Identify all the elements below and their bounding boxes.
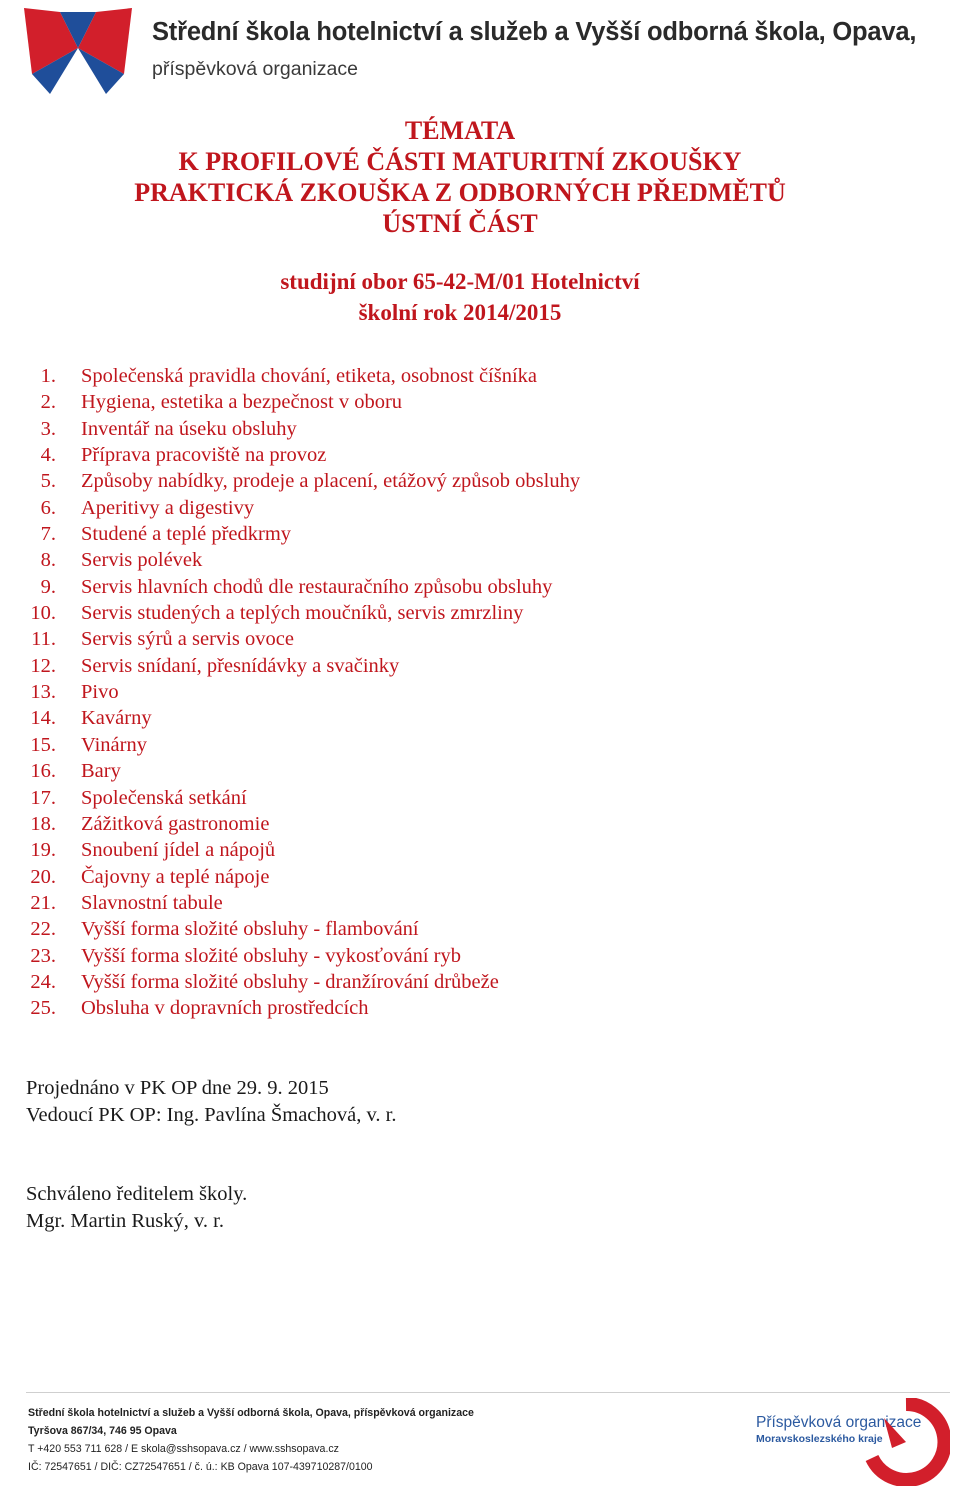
topic-text: Způsoby nabídky, prodeje a placení, etážový způsob obsluhy [81, 470, 581, 493]
footer-org: Střední škola hotelnictví a služeb a Vyšší odborná škola, Opava, příspěvková organizace [28, 1407, 474, 1419]
topic-text: Příprava pracoviště na provoz [81, 444, 327, 467]
topic-text: Vinárny [81, 733, 147, 756]
topic-number: 14. [30, 707, 56, 730]
topic-number: 21. [30, 891, 56, 914]
document-header [0, 0, 960, 100]
school-name: Střední škola hotelnictví a služeb a Vyšší odborná škola, Opava, [152, 18, 917, 46]
topic-number: 12. [30, 654, 56, 677]
topic-number: 19. [30, 839, 56, 862]
topic-number: 18. [30, 812, 56, 835]
topic-text: Společenská pravidla chování, etiketa, osobnost číšníka [81, 365, 538, 387]
topic-text: Servis hlavních chodů dle restauračního způsobu obsluhy [81, 575, 553, 598]
topic-number: 6. [40, 496, 56, 519]
footer-divider [26, 1392, 950, 1393]
topic-number: 1. [40, 365, 56, 387]
topic-text: Hygiena, estetika a bezpečnost v oboru [81, 391, 403, 414]
discussed-date: Projednáno v PK OP dne 29. 9. 2015 [26, 1077, 329, 1099]
topic-number: 13. [30, 681, 56, 704]
topic-number: 7. [40, 523, 56, 546]
study-program-name: studijní obor 65-42-M/01 Hotelnictví [280, 269, 640, 294]
topic-number: 10. [30, 602, 56, 625]
topic-text: Servis snídaní, přesnídávky a svačinky [81, 654, 400, 677]
topic-number: 23. [30, 944, 56, 967]
school-logo-icon [20, 2, 136, 96]
topic-number: 25. [30, 997, 56, 1020]
topic-text: Společenská setkání [81, 786, 247, 809]
region-logo-title: Příspěvková organizace [756, 1414, 922, 1431]
topic-number: 22. [30, 918, 56, 941]
study-program [0, 266, 920, 328]
topic-text: Bary [81, 760, 121, 783]
topic-text: Vyšší forma složité obsluhy - vykosťování ryb [81, 944, 462, 967]
topic-number: 4. [40, 444, 56, 467]
topic-number: 24. [30, 970, 56, 993]
topic-number: 16. [30, 760, 56, 783]
topic-text: Pivo [81, 681, 119, 704]
title-line-3: PRAKTICKÁ ZKOUŠKA Z ODBORNÝCH PŘEDMĚTŮ [134, 178, 786, 207]
footer-ids: IČ: 72547651 / DIČ: CZ72547651 / č. ú.: KB Opava 107-439710287/0100 [28, 1461, 373, 1473]
school-year: školní rok 2014/2015 [358, 300, 562, 325]
topic-number: 17. [30, 786, 56, 809]
topic-text: Inventář na úseku obsluhy [81, 417, 297, 440]
title-line-4: ÚSTNÍ ČÁST [382, 209, 538, 238]
topic-number: 3. [40, 417, 56, 440]
topic-number: 11. [31, 628, 56, 651]
topic-number: 2. [40, 391, 56, 414]
topic-text: Servis studených a teplých moučníků, servis zmrzliny [81, 602, 524, 625]
topic-text: Zážitková gastronomie [81, 812, 270, 835]
title-line-2: K PROFILOVÉ ČÁSTI MATURITNÍ ZKOUŠKY [178, 147, 742, 176]
committee-head: Vedoucí PK OP: Ing. Pavlína Šmachová, v. r. [26, 1104, 397, 1126]
topic-text: Vyšší forma složité obsluhy - flambování [81, 918, 419, 941]
topic-number: 5. [40, 470, 56, 493]
topic-number: 9. [40, 575, 56, 598]
footer-address: Tyršova 867/34, 746 95 Opava [28, 1425, 177, 1437]
topic-text: Studené a teplé předkrmy [81, 523, 292, 546]
approved-by: Schváleno ředitelem školy. [26, 1183, 248, 1205]
topic-text: Snoubení jídel a nápojů [81, 839, 276, 862]
region-logo-subtitle: Moravskoslezského kraje [756, 1433, 883, 1445]
school-subtitle: příspěvková organizace [152, 58, 358, 80]
topic-text: Servis polévek [81, 549, 203, 572]
director-name: Mgr. Martin Ruský, v. r. [26, 1210, 224, 1232]
topic-text: Slavnostní tabule [81, 891, 223, 914]
region-emblem-icon [862, 1398, 950, 1486]
title-line-1: TÉMATA [404, 116, 516, 145]
topic-text: Kavárny [81, 707, 152, 730]
topic-number: 8. [40, 549, 56, 572]
topic-text: Čajovny a teplé nápoje [81, 865, 270, 888]
topic-number: 15. [30, 733, 56, 756]
document-title [0, 115, 920, 239]
topic-text: Aperitivy a digestivy [81, 496, 255, 519]
topic-text: Servis sýrů a servis ovoce [81, 628, 294, 651]
topic-number: 20. [30, 865, 56, 888]
topic-text: Obsluha v dopravních prostředcích [81, 997, 369, 1020]
footer-contact: T +420 553 711 628 / E skola@sshsopava.cz / www.sshsopava.cz [28, 1443, 339, 1455]
topic-text: Vyšší forma složité obsluhy - dranžírování drůbeže [81, 970, 499, 993]
